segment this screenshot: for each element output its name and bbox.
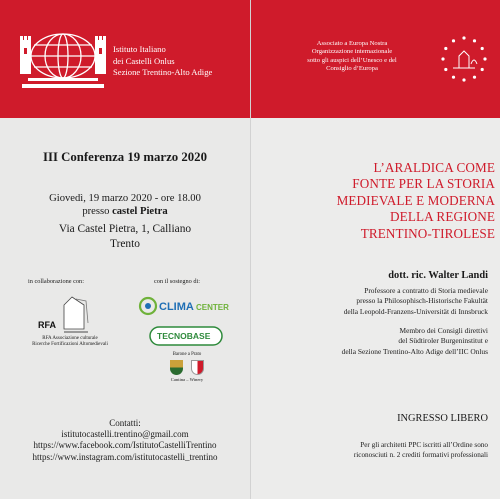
europa-nostra-stars-icon [439,34,489,84]
venue-name: castel Pietra [112,206,168,217]
org-line: dei Castelli Onlus [113,55,175,66]
role-line: presso la Philosophisch-Historische Fakultät [356,296,488,306]
clima-accent-text: CENTER [196,303,229,312]
star-icon [441,57,444,60]
address-line: Via Castel Pietra, 1, Calliano [58,223,192,235]
ppc-credits-note [250,441,488,460]
collaboration-label: in collaborazione con: [28,278,84,285]
org-line: Organizzazione internazionale [311,48,393,56]
right-panel [250,0,500,499]
address-line: Trento [110,237,140,250]
contact-facebook-link[interactable]: https://www.facebook.com/IstitutoCastelliTrentino [33,440,217,451]
right-header-band [251,0,500,118]
member-line: Membro dei Consigli direttivi [399,326,488,335]
barone-shields [150,360,224,375]
event-datetime: Giovedì, 19 marzo 2020 - ore 18.00 [49,193,201,204]
free-entry-label: INGRESSO LIBERO [397,413,488,424]
ppc-line: riconosciuti n. 2 crediti formativi professionali [353,450,488,459]
lecture-title [273,160,495,242]
star-icon [483,57,486,60]
barone-a-prato-logo [150,352,224,408]
barone-caption: Cantina – Winery [170,377,204,382]
star-icon [473,76,476,79]
contact-instagram-link[interactable]: https://www.instagram.com/istitutocastelli_trentino [32,451,218,462]
star-icon [452,76,455,79]
title-line: L’ARALDICA COME [373,160,495,175]
contact-email-link[interactable]: istitutocastelli.trentino@gmail.com [61,429,189,440]
support-label: con il sostegno di: [154,278,200,285]
rfa-caption-line: RFA Associazione culturale [42,336,98,341]
star-icon [444,68,447,71]
star-icon [452,39,455,42]
speaker-name: dott. ric. Walter Landi [388,270,488,281]
clima-main-text: CLIMA [159,301,194,313]
barone-title: Barone a Prato [172,352,202,357]
member-line: della Sezione Trentino-Alto Adige dell’IIC Onlus [341,346,488,356]
org-line: Sezione Trentino-Alto Adige [113,67,213,77]
speaker-membership [250,326,488,357]
star-icon [473,39,476,42]
conference-heading: III Conferenza 19 marzo 2020 [43,150,207,164]
star-icon [462,78,465,81]
org-line: Istituto Italiano [113,44,166,54]
contacts-label: Contatti: [109,418,141,428]
rfa-caption [14,336,126,349]
title-line: TRENTINO-TIROLESE [360,225,495,241]
star-icon [481,68,484,71]
rfa-caption-line: Ricerche Fortificazioni Altomedievali [32,342,108,348]
contacts-block [0,418,250,463]
tecno-text: TECNOBASE [157,331,211,341]
org-line: sotto gli auspici dell’Unesco e del [307,56,397,64]
speaker-role [250,286,488,317]
event-address [0,222,250,251]
rfa-logo-text: RFA [38,320,56,330]
left-header-band [0,0,250,118]
tecnobase-mark-icon [149,326,223,346]
title-line: FONTE PER LA STORIA [352,176,495,192]
role-line: Professore a contratto di Storia medievale [364,286,488,295]
right-org-text [271,40,433,74]
star-icon [462,36,465,39]
climacenter-logo [138,295,236,317]
org-line: Consiglio d’Europa [326,65,378,73]
title-line: MEDIEVALE E MODERNA [336,192,495,208]
left-org-name [113,44,212,79]
ppc-line: Per gli architetti PPC iscritti all’Ordine sono [360,441,488,449]
rfa-logo-icon [24,295,116,359]
castle-globe-logo-icon [20,26,106,92]
title-line: DELLA REGIONE [390,209,495,225]
member-line: del Südtiroler Burgeninstitut e [398,336,488,346]
star-icon [481,47,484,50]
shield-icon [191,360,204,375]
tecnobase-logo [149,326,223,346]
role-line: della Leopold-Franzens-Universität di Innsbruck [343,306,488,316]
shield-icon [170,360,183,375]
climacenter-mark-icon [138,295,236,317]
star-icon [444,47,447,50]
event-venue [0,206,250,217]
org-line: Associato a Europa Nostra [316,40,388,47]
venue-prefix: presso [82,206,110,217]
